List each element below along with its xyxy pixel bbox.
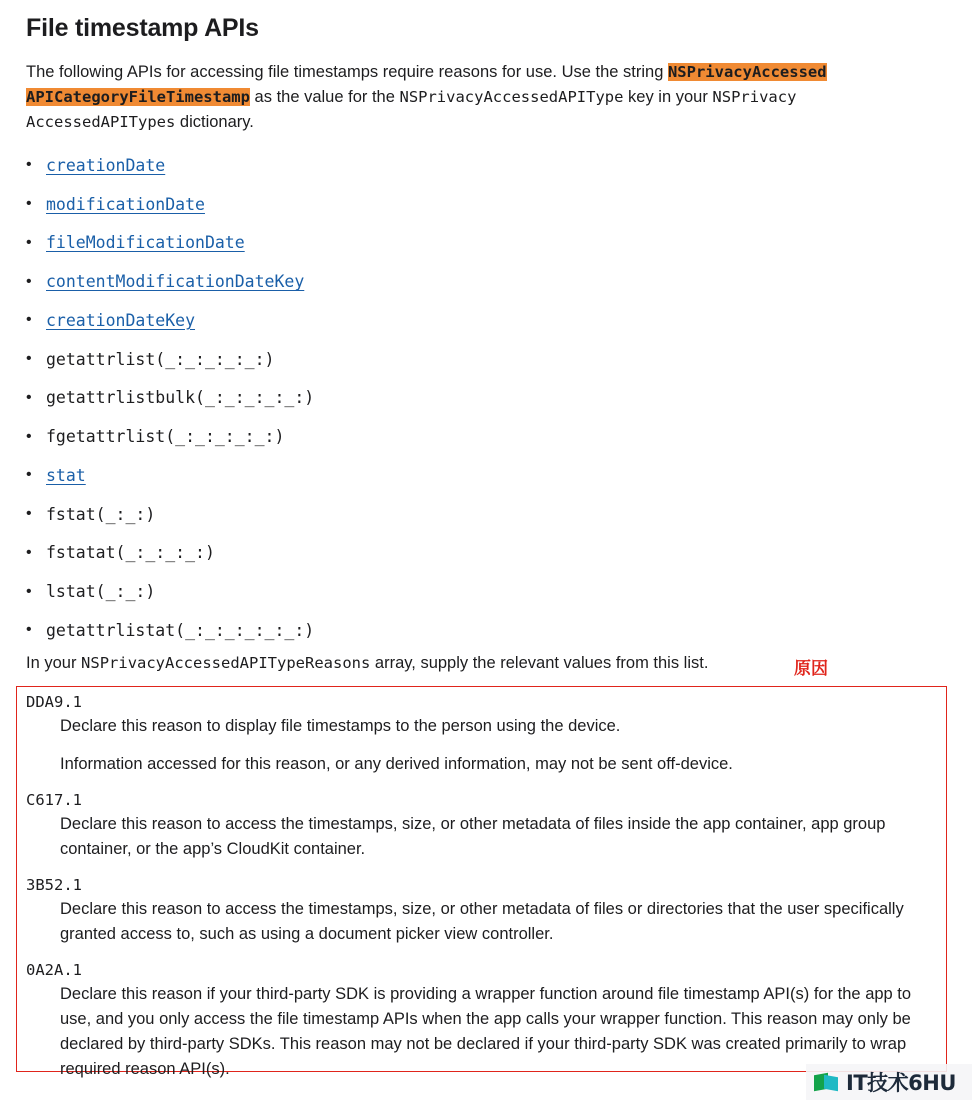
reason-entry xyxy=(26,690,946,777)
api-name: fstat(_:_:) xyxy=(46,504,156,524)
api-list-item xyxy=(26,495,314,534)
bullet-icon: • xyxy=(26,621,32,639)
bullet-icon: • xyxy=(26,466,32,484)
inline-code-reasons: NSPrivacyAccessedAPITypeReasons xyxy=(81,654,371,672)
api-name: fstatat(_:_:_:_:) xyxy=(46,543,215,563)
api-link[interactable]: creationDate xyxy=(46,155,166,175)
reason-description: Declare this reason if your third-party SDK is providing a wrapper function around file timestamp API(s) for the app to use, and you only access the file timestamp APIs when the app calls your wrapper function. This reason may only be declared by third-party SDKs. This reason may not be declared if your third-party SDK was created primarily to wrap required reason API(s). xyxy=(60,985,912,1078)
reason-description: Declare this reason to access the timestamps, size, or other metadata of files or directories that the user specifically granted access to, such as using a document picker view controller. xyxy=(60,900,904,943)
api-list-item[interactable] xyxy=(26,262,314,301)
bullet-icon: • xyxy=(26,427,32,445)
api-list-item xyxy=(26,611,314,650)
intro-text-1: The following APIs for accessing file timestamps require reasons for use. Use the string xyxy=(26,63,668,81)
reason-description: Declare this reason to access the timestamps, size, or other metadata of files inside the app container, app group container, or the app’s CloudKit container. xyxy=(60,815,886,858)
intro-paragraph xyxy=(26,60,906,135)
api-name: getattrlistat(_:_:_:_:_:_:) xyxy=(46,620,315,640)
reasons-intro-text-2: array, supply the relevant values from this list. xyxy=(370,654,709,672)
api-name: getattrlist(_:_:_:_:_:) xyxy=(46,349,275,369)
watermark-logo-icon xyxy=(812,1072,840,1092)
intro-text-4: dictionary. xyxy=(175,113,254,131)
api-list-item[interactable] xyxy=(26,185,314,224)
api-list xyxy=(26,146,314,650)
api-name: lstat(_:_:) xyxy=(46,582,156,602)
highlighted-code-1: NSPrivacyAccessed xyxy=(667,63,827,81)
bullet-icon: • xyxy=(26,388,32,406)
api-list-item xyxy=(26,340,314,379)
reason-code: C617.1 xyxy=(26,791,82,809)
api-list-item[interactable] xyxy=(26,224,314,263)
intro-text-2: as the value for the xyxy=(249,88,400,106)
bullet-icon: • xyxy=(26,156,32,174)
page-title: File timestamp APIs xyxy=(26,14,259,42)
reasons-intro-text-1: In your xyxy=(26,654,82,672)
inline-code-api-types-2: AccessedAPITypes xyxy=(26,113,176,131)
api-link[interactable]: stat xyxy=(46,465,86,485)
bullet-icon: • xyxy=(26,582,32,600)
reason-code: 0A2A.1 xyxy=(26,961,82,979)
highlighted-code-2: APICategoryFileTimestamp xyxy=(26,88,250,106)
bullet-icon: • xyxy=(26,311,32,329)
reason-code: DDA9.1 xyxy=(26,693,82,711)
watermark xyxy=(806,1064,972,1100)
bullet-icon: • xyxy=(26,233,32,251)
api-list-item xyxy=(26,417,314,456)
inline-code-api-type: NSPrivacyAccessedAPIType xyxy=(399,88,624,106)
api-list-item[interactable] xyxy=(26,456,314,495)
bullet-icon: • xyxy=(26,350,32,368)
api-name: getattrlistbulk(_:_:_:_:_:) xyxy=(46,388,315,408)
annotation-label: 原因 xyxy=(794,659,828,679)
api-link[interactable]: modificationDate xyxy=(46,194,205,214)
api-list-item[interactable] xyxy=(26,146,314,185)
inline-code-api-types-1: NSPrivacy xyxy=(712,88,797,106)
watermark-text: IT技术6HU xyxy=(846,1071,956,1095)
reason-entry xyxy=(26,873,946,947)
reasons-intro xyxy=(26,652,708,674)
reason-description: Declare this reason to display file timestamps to the person using the device. xyxy=(60,717,621,735)
api-link[interactable]: creationDateKey xyxy=(46,310,196,330)
api-list-item xyxy=(26,572,314,611)
reason-entry xyxy=(26,788,946,862)
api-name: fgetattrlist(_:_:_:_:_:) xyxy=(46,427,285,447)
reason-code: 3B52.1 xyxy=(26,876,82,894)
reason-description: Information accessed for this reason, or any derived information, may not be sent off-device. xyxy=(60,755,733,773)
intro-text-3: key in your xyxy=(623,88,713,106)
api-list-item xyxy=(26,379,314,418)
reasons-list xyxy=(26,690,946,1093)
bullet-icon: • xyxy=(26,505,32,523)
api-list-item xyxy=(26,534,314,573)
api-link[interactable]: fileModificationDate xyxy=(46,233,245,253)
bullet-icon: • xyxy=(26,272,32,290)
bullet-icon: • xyxy=(26,195,32,213)
api-list-item[interactable] xyxy=(26,301,314,340)
api-link[interactable]: contentModificationDateKey xyxy=(46,272,305,292)
bullet-icon: • xyxy=(26,543,32,561)
